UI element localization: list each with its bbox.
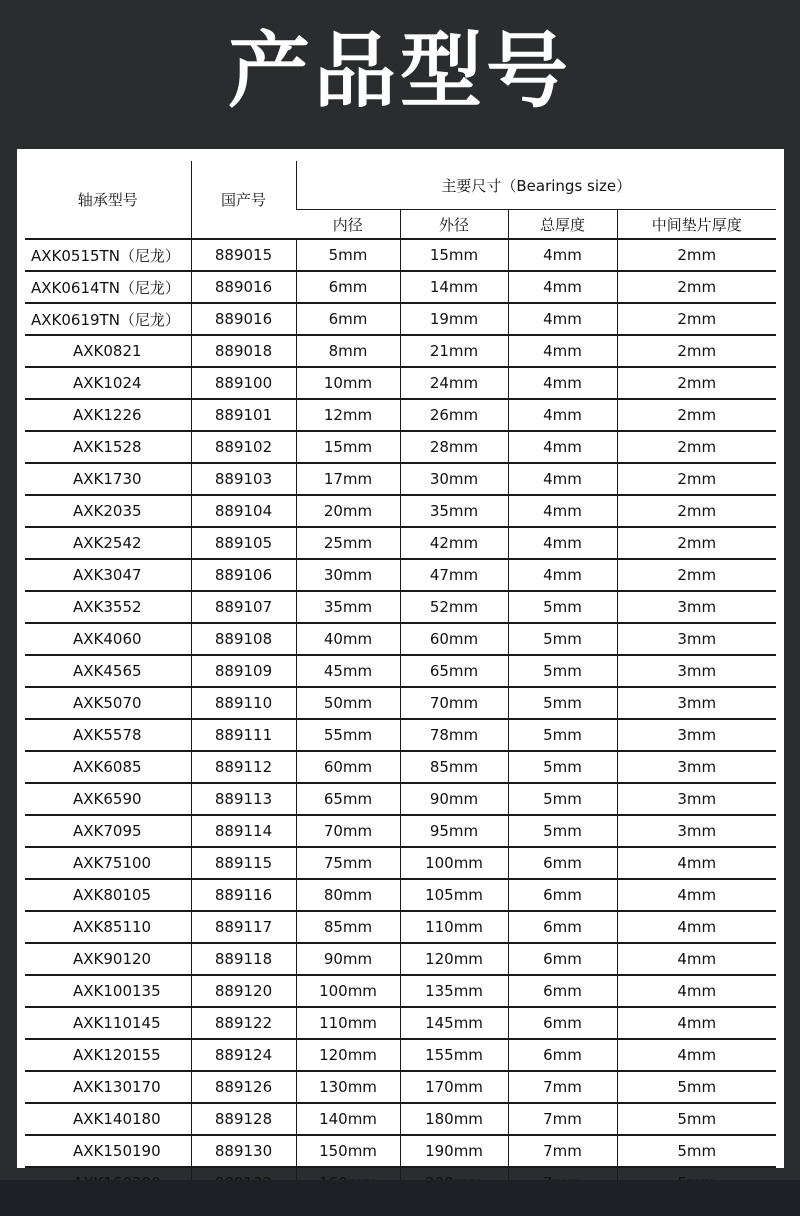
outer-diameter-cell: 190mm	[400, 1135, 508, 1167]
model-cell: AXK1024	[25, 367, 191, 399]
model-cell: AXK5070	[25, 687, 191, 719]
inner-diameter-cell: 85mm	[296, 911, 400, 943]
domestic-number-cell: 889104	[191, 495, 296, 527]
total-thickness-cell: 4mm	[508, 399, 617, 431]
outer-diameter-cell: 47mm	[400, 559, 508, 591]
outer-diameter-cell: 14mm	[400, 271, 508, 303]
middle-washer-cell: 3mm	[617, 623, 776, 655]
middle-washer-cell: 2mm	[617, 463, 776, 495]
table-row	[25, 559, 776, 591]
domestic-number-cell: 889018	[191, 335, 296, 367]
domestic-number-cell: 889114	[191, 815, 296, 847]
table-row	[25, 687, 776, 719]
middle-washer-cell: 3mm	[617, 815, 776, 847]
middle-washer-cell: 4mm	[617, 879, 776, 911]
middle-washer-cell: 2mm	[617, 239, 776, 271]
domestic-number-cell: 889101	[191, 399, 296, 431]
inner-diameter-cell: 20mm	[296, 495, 400, 527]
inner-diameter-cell: 90mm	[296, 943, 400, 975]
total-thickness-cell: 4mm	[508, 559, 617, 591]
inner-diameter-cell: 150mm	[296, 1135, 400, 1167]
middle-washer-cell: 3mm	[617, 655, 776, 687]
domestic-number-cell: 889118	[191, 943, 296, 975]
domestic-number-cell: 889126	[191, 1071, 296, 1103]
domestic-number-cell: 889015	[191, 239, 296, 271]
outer-diameter-cell: 120mm	[400, 943, 508, 975]
header-total-thickness: 总厚度	[508, 210, 617, 240]
outer-diameter-cell: 52mm	[400, 591, 508, 623]
middle-washer-cell: 2mm	[617, 303, 776, 335]
total-thickness-cell: 4mm	[508, 495, 617, 527]
model-cell: AXK6590	[25, 783, 191, 815]
header-model: 轴承型号	[25, 161, 191, 239]
inner-diameter-cell: 75mm	[296, 847, 400, 879]
domestic-number-cell: 889109	[191, 655, 296, 687]
middle-washer-cell: 2mm	[617, 399, 776, 431]
model-cell: AXK1730	[25, 463, 191, 495]
outer-diameter-cell: 180mm	[400, 1103, 508, 1135]
total-thickness-cell: 7mm	[508, 1135, 617, 1167]
bearing-spec-table	[25, 161, 776, 1200]
total-thickness-cell: 6mm	[508, 847, 617, 879]
table-row	[25, 751, 776, 783]
total-thickness-cell: 5mm	[508, 815, 617, 847]
outer-diameter-cell: 65mm	[400, 655, 508, 687]
model-cell: AXK110145	[25, 1007, 191, 1039]
table-row	[25, 271, 776, 303]
model-cell: AXK0821	[25, 335, 191, 367]
model-cell: AXK80105	[25, 879, 191, 911]
outer-diameter-cell: 26mm	[400, 399, 508, 431]
inner-diameter-cell: 120mm	[296, 1039, 400, 1071]
page-title: 产品型号	[227, 24, 572, 119]
inner-diameter-cell: 6mm	[296, 271, 400, 303]
table-row	[25, 303, 776, 335]
outer-diameter-cell: 60mm	[400, 623, 508, 655]
model-cell: AXK4565	[25, 655, 191, 687]
inner-diameter-cell: 35mm	[296, 591, 400, 623]
table-row	[25, 815, 776, 847]
inner-diameter-cell: 25mm	[296, 527, 400, 559]
middle-washer-cell: 3mm	[617, 783, 776, 815]
outer-diameter-cell: 19mm	[400, 303, 508, 335]
outer-diameter-cell: 78mm	[400, 719, 508, 751]
domestic-number-cell: 889120	[191, 975, 296, 1007]
table-row	[25, 719, 776, 751]
domestic-number-cell: 889112	[191, 751, 296, 783]
total-thickness-cell: 4mm	[508, 527, 617, 559]
inner-diameter-cell: 10mm	[296, 367, 400, 399]
model-cell: AXK1528	[25, 431, 191, 463]
middle-washer-cell: 4mm	[617, 1007, 776, 1039]
total-thickness-cell: 5mm	[508, 591, 617, 623]
outer-diameter-cell: 170mm	[400, 1071, 508, 1103]
domestic-number-cell: 889100	[191, 367, 296, 399]
total-thickness-cell: 4mm	[508, 239, 617, 271]
total-thickness-cell: 6mm	[508, 1007, 617, 1039]
outer-diameter-cell: 35mm	[400, 495, 508, 527]
table-row	[25, 335, 776, 367]
spec-sheet	[17, 149, 784, 1168]
total-thickness-cell: 5mm	[508, 719, 617, 751]
bottom-strip	[0, 1180, 800, 1216]
inner-diameter-cell: 55mm	[296, 719, 400, 751]
middle-washer-cell: 3mm	[617, 751, 776, 783]
outer-diameter-cell: 21mm	[400, 335, 508, 367]
domestic-number-cell: 889117	[191, 911, 296, 943]
header-outer-diameter: 外径	[400, 210, 508, 240]
middle-washer-cell: 2mm	[617, 431, 776, 463]
outer-diameter-cell: 15mm	[400, 239, 508, 271]
outer-diameter-cell: 135mm	[400, 975, 508, 1007]
model-cell: AXK2542	[25, 527, 191, 559]
header-middle-washer-thickness: 中间垫片厚度	[617, 210, 776, 240]
outer-diameter-cell: 42mm	[400, 527, 508, 559]
model-cell: AXK4060	[25, 623, 191, 655]
middle-washer-cell: 2mm	[617, 495, 776, 527]
middle-washer-cell: 5mm	[617, 1135, 776, 1167]
domestic-number-cell: 889113	[191, 783, 296, 815]
inner-diameter-cell: 100mm	[296, 975, 400, 1007]
table-row	[25, 879, 776, 911]
total-thickness-cell: 4mm	[508, 463, 617, 495]
model-cell: AXK130170	[25, 1071, 191, 1103]
domestic-number-cell: 889016	[191, 303, 296, 335]
total-thickness-cell: 6mm	[508, 943, 617, 975]
middle-washer-cell: 4mm	[617, 943, 776, 975]
model-cell: AXK3552	[25, 591, 191, 623]
middle-washer-cell: 4mm	[617, 847, 776, 879]
domestic-number-cell: 889124	[191, 1039, 296, 1071]
middle-washer-cell: 2mm	[617, 335, 776, 367]
inner-diameter-cell: 65mm	[296, 783, 400, 815]
header-inner-diameter: 内径	[296, 210, 400, 240]
model-cell: AXK1226	[25, 399, 191, 431]
outer-diameter-cell: 95mm	[400, 815, 508, 847]
domestic-number-cell: 889107	[191, 591, 296, 623]
inner-diameter-cell: 130mm	[296, 1071, 400, 1103]
outer-diameter-cell: 28mm	[400, 431, 508, 463]
model-cell: AXK75100	[25, 847, 191, 879]
table-row	[25, 463, 776, 495]
middle-washer-cell: 4mm	[617, 1039, 776, 1071]
model-cell: AXK3047	[25, 559, 191, 591]
inner-diameter-cell: 50mm	[296, 687, 400, 719]
inner-diameter-cell: 5mm	[296, 239, 400, 271]
table-row	[25, 399, 776, 431]
table-row	[25, 431, 776, 463]
total-thickness-cell: 4mm	[508, 431, 617, 463]
table-body	[25, 239, 776, 1199]
middle-washer-cell: 3mm	[617, 719, 776, 751]
outer-diameter-cell: 70mm	[400, 687, 508, 719]
header-domestic-number: 国产号	[191, 161, 296, 239]
inner-diameter-cell: 80mm	[296, 879, 400, 911]
domestic-number-cell: 889110	[191, 687, 296, 719]
middle-washer-cell: 4mm	[617, 911, 776, 943]
domestic-number-cell: 889103	[191, 463, 296, 495]
domestic-number-cell: 889106	[191, 559, 296, 591]
total-thickness-cell: 4mm	[508, 303, 617, 335]
model-cell: AXK120155	[25, 1039, 191, 1071]
middle-washer-cell: 4mm	[617, 975, 776, 1007]
total-thickness-cell: 5mm	[508, 687, 617, 719]
outer-diameter-cell: 105mm	[400, 879, 508, 911]
table-row	[25, 1135, 776, 1167]
table-row	[25, 943, 776, 975]
model-cell: AXK85110	[25, 911, 191, 943]
inner-diameter-cell: 8mm	[296, 335, 400, 367]
inner-diameter-cell: 70mm	[296, 815, 400, 847]
inner-diameter-cell: 110mm	[296, 1007, 400, 1039]
inner-diameter-cell: 6mm	[296, 303, 400, 335]
inner-diameter-cell: 60mm	[296, 751, 400, 783]
domestic-number-cell: 889105	[191, 527, 296, 559]
total-thickness-cell: 6mm	[508, 879, 617, 911]
inner-diameter-cell: 40mm	[296, 623, 400, 655]
middle-washer-cell: 2mm	[617, 559, 776, 591]
total-thickness-cell: 5mm	[508, 623, 617, 655]
total-thickness-cell: 4mm	[508, 271, 617, 303]
model-cell: AXK7095	[25, 815, 191, 847]
outer-diameter-cell: 100mm	[400, 847, 508, 879]
model-cell: AXK100135	[25, 975, 191, 1007]
table-row	[25, 1103, 776, 1135]
domestic-number-cell: 889016	[191, 271, 296, 303]
middle-washer-cell: 5mm	[617, 1071, 776, 1103]
outer-diameter-cell: 24mm	[400, 367, 508, 399]
table-row	[25, 623, 776, 655]
outer-diameter-cell: 90mm	[400, 783, 508, 815]
domestic-number-cell: 889111	[191, 719, 296, 751]
outer-diameter-cell: 145mm	[400, 1007, 508, 1039]
model-cell: AXK5578	[25, 719, 191, 751]
model-cell: AXK140180	[25, 1103, 191, 1135]
table-row	[25, 783, 776, 815]
middle-washer-cell: 2mm	[617, 271, 776, 303]
model-cell: AXK0515TN（尼龙）	[25, 239, 191, 271]
table-row	[25, 1039, 776, 1071]
middle-washer-cell: 3mm	[617, 687, 776, 719]
total-thickness-cell: 4mm	[508, 335, 617, 367]
table-row	[25, 591, 776, 623]
domestic-number-cell: 889122	[191, 1007, 296, 1039]
total-thickness-cell: 6mm	[508, 911, 617, 943]
table-row	[25, 911, 776, 943]
inner-diameter-cell: 17mm	[296, 463, 400, 495]
total-thickness-cell: 7mm	[508, 1103, 617, 1135]
outer-diameter-cell: 30mm	[400, 463, 508, 495]
middle-washer-cell: 2mm	[617, 527, 776, 559]
domestic-number-cell: 889108	[191, 623, 296, 655]
model-cell: AXK90120	[25, 943, 191, 975]
inner-diameter-cell: 12mm	[296, 399, 400, 431]
domestic-number-cell: 889128	[191, 1103, 296, 1135]
header-bearings-size: 主要尺寸（Bearings size）	[296, 161, 776, 210]
table-row	[25, 1007, 776, 1039]
middle-washer-cell: 5mm	[617, 1103, 776, 1135]
model-cell: AXK0619TN（尼龙）	[25, 303, 191, 335]
total-thickness-cell: 5mm	[508, 751, 617, 783]
table-row	[25, 655, 776, 687]
domestic-number-cell: 889130	[191, 1135, 296, 1167]
total-thickness-cell: 7mm	[508, 1071, 617, 1103]
table-row	[25, 527, 776, 559]
inner-diameter-cell: 45mm	[296, 655, 400, 687]
total-thickness-cell: 4mm	[508, 367, 617, 399]
table-row	[25, 367, 776, 399]
model-cell: AXK150190	[25, 1135, 191, 1167]
total-thickness-cell: 5mm	[508, 783, 617, 815]
domestic-number-cell: 889115	[191, 847, 296, 879]
outer-diameter-cell: 155mm	[400, 1039, 508, 1071]
table-row	[25, 975, 776, 1007]
table-row	[25, 847, 776, 879]
table-row	[25, 1071, 776, 1103]
inner-diameter-cell: 140mm	[296, 1103, 400, 1135]
outer-diameter-cell: 85mm	[400, 751, 508, 783]
inner-diameter-cell: 15mm	[296, 431, 400, 463]
total-thickness-cell: 6mm	[508, 1039, 617, 1071]
table-row	[25, 239, 776, 271]
total-thickness-cell: 6mm	[508, 975, 617, 1007]
middle-washer-cell: 2mm	[617, 367, 776, 399]
inner-diameter-cell: 30mm	[296, 559, 400, 591]
total-thickness-cell: 5mm	[508, 655, 617, 687]
table-row	[25, 495, 776, 527]
model-cell: AXK0614TN（尼龙）	[25, 271, 191, 303]
model-cell: AXK6085	[25, 751, 191, 783]
domestic-number-cell: 889116	[191, 879, 296, 911]
outer-diameter-cell: 110mm	[400, 911, 508, 943]
domestic-number-cell: 889102	[191, 431, 296, 463]
middle-washer-cell: 3mm	[617, 591, 776, 623]
model-cell: AXK2035	[25, 495, 191, 527]
